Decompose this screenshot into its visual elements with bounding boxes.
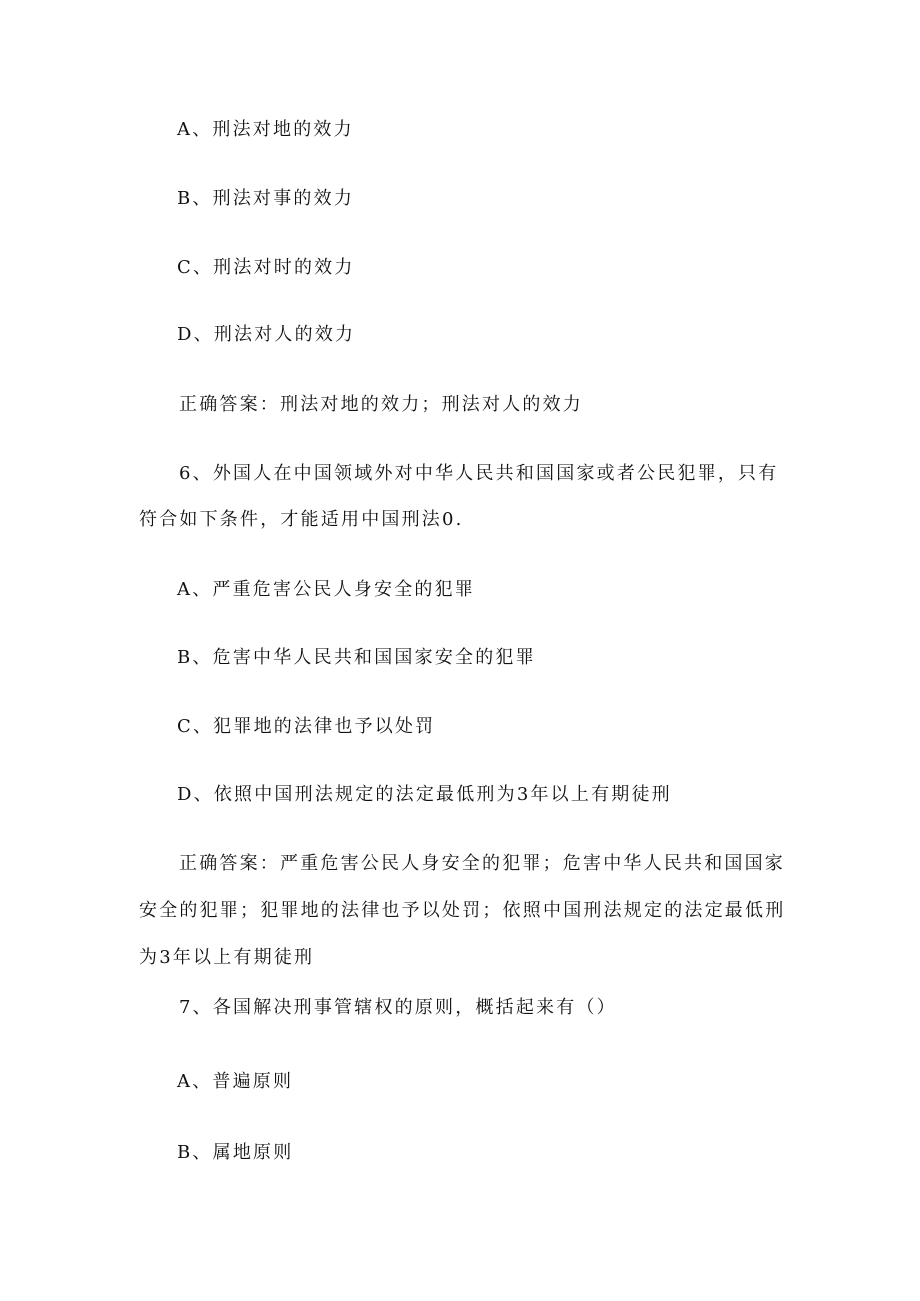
q5-option-c: C、刑法对时的效力: [177, 257, 355, 278]
q6-option-a: A、严重危害公民人身安全的犯罪: [177, 579, 475, 600]
q6-option-c: C、犯罪地的法律也予以处罚: [177, 716, 436, 737]
q7-question: 7、各国解决刑事管辖权的原则，概括起来有（）: [179, 997, 617, 1018]
q5-option-d: D、刑法对人的效力: [177, 324, 356, 345]
q6-question-line2: 符合如下条件，才能适用中国刑法0.: [139, 509, 464, 530]
q5-option-a: A、刑法对地的效力: [177, 119, 354, 140]
q5-option-b: B、刑法对事的效力: [177, 188, 355, 209]
q7-option-a: A、普遍原则: [177, 1071, 294, 1092]
q6-question-line1: 6、外国人在中国领域外对中华人民共和国国家或者公民犯罪，只有: [179, 463, 779, 484]
q6-option-b: B、危害中华人民共和国国家安全的犯罪: [177, 647, 536, 668]
q6-answer-line3: 为3年以上有期徒刑: [139, 947, 315, 968]
q6-answer-line2: 安全的犯罪；犯罪地的法律也予以处罚；依照中国刑法规定的法定最低刑: [139, 900, 786, 921]
q5-answer: 正确答案：刑法对地的效力；刑法对人的效力: [179, 394, 583, 415]
q6-option-d: D、依照中国刑法规定的法定最低刑为3年以上有期徒刑: [177, 784, 672, 805]
q7-option-b: B、属地原则: [177, 1142, 294, 1163]
q6-answer-line1: 正确答案：严重危害公民人身安全的犯罪；危害中华人民共和国国家: [179, 853, 785, 874]
